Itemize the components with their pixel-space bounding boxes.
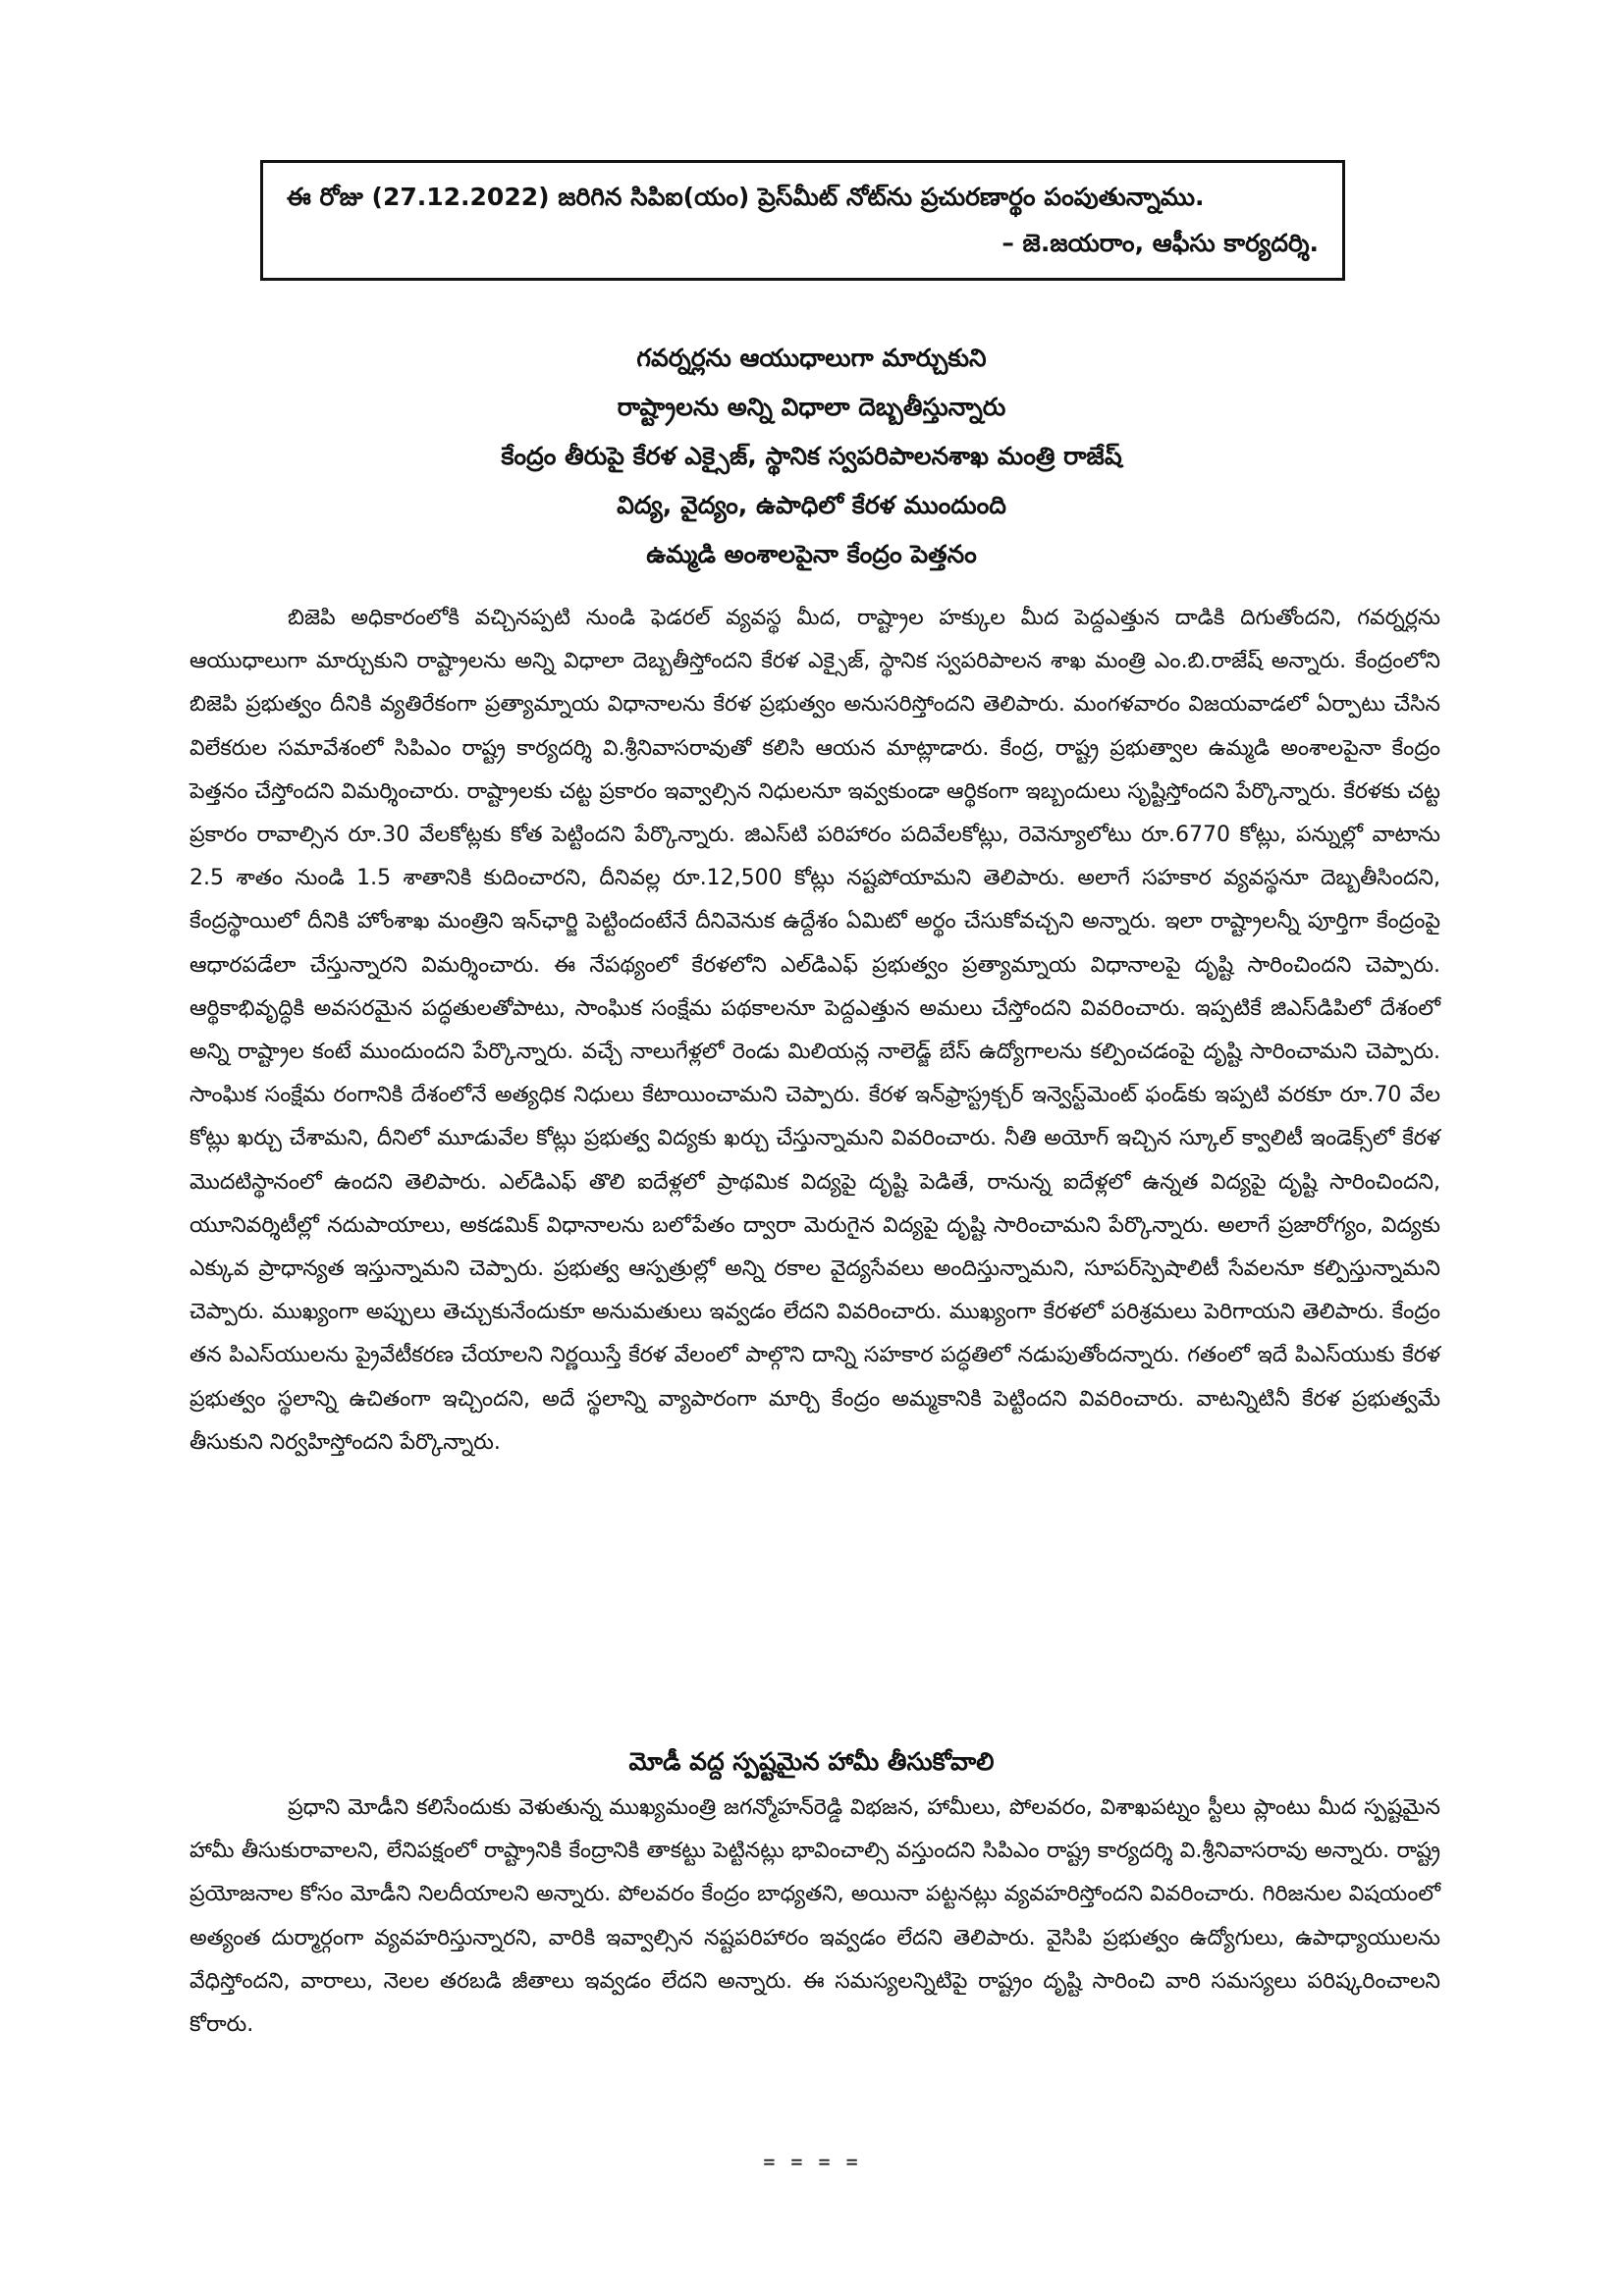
press-note-line: ఈ రోజు (27.12.2022) జరిగిన సిపిఐ(యం) ప్రెస్‌మీట్ నోట్‌ను ప్రచురణార్థం పంపుతున్నాము.	[287, 183, 1205, 211]
body-paragraph-1-text: బిజెపి అధికారంలోకి వచ్చినప్పటి నుండి ఫెడరల్ వ్యవస్థ మీద, రాష్ట్రాల హక్కుల మీద పెద్దఎత్తున దాడికి దిగుతోందని, గవర్నర్లను ఆయుధాలుగా మార్చుకుని రాష్ట్రాలను అన్ని విధాలా దెబ్బతీస్తోందని కేరళ ఎక్సైజ్, స్థానిక స్వపరిపాలన శాఖ మంత్రి ఎం.బి.రాజేష్ అన్నారు. కేంద్రంలోని బిజెపి ప్రభుత్వం దీనికి వ్యతిరేకంగా ప్రత్యామ్నాయ విధానాలను కేరళ ప్రభుత్వం అనుసరిస్తోందని తెలిపారు. మంగళవారం విజయవాడలో ఏర్పాటు చేసిన విలేకరుల సమావేశంలో సిపిఎం రాష్ట్ర కార్యదర్శి వి.శ్రీనివాసరావుతో కలిసి ఆయన మాట్లాడారు. కేంద్ర, రాష్ట్ర ప్రభుత్వాల ఉమ్మడి అంశాలపైనా కేంద్రం పెత్తనం చేస్తోందని విమర్శించారు. రాష్ట్రాలకు చట్ట ప్రకారం ఇవ్వాల్సిన నిధులనూ ఇవ్వకుండా ఆర్థికంగా ఇబ్బందులు సృష్టిస్తోందని పేర్కొన్నారు. కేరళకు చట్ట ప్రకారం రావాల్సిన రూ.30 వేలకోట్లకు కోత పెట్టిందని పేర్కొన్నారు. జిఎస్‌టి పరిహారం పదివేలకోట్లు, రెవెన్యూలోటు రూ.6770 కోట్లు, పన్నుల్లో వాటాను 2.5 శాతం నుండి 1.5 శాతానికి కుదించారని, దీనివల్ల రూ.12,500 కోట్లు నష్టపోయామని తెలిపారు. అలాగే సహకార వ్యవస్థనూ దెబ్బతీసిందని, కేంద్రస్థాయిలో దీనికి హోంశాఖ మంత్రిని ఇన్‌ఛార్జి పెట్టిందంటేనే దీనివెనుక ఉద్దేశం ఏమిటో అర్థం చేసుకోవచ్చని అన్నారు. ఇలా రాష్ట్రాలన్నీ పూర్తిగా కేంద్రంపై ఆధారపడేలా చేస్తున్నారని విమర్శించారు. ఈ నేపథ్యంలో కేరళలోని ఎల్‌డిఎఫ్ ప్రభుత్వం ప్రత్యామ్నాయ విధానాలపై దృష్టి సారించిందని చెప్పారు. ఆర్థికాభివృద్ధికి అవసరమైన పద్ధతులతోపాటు, సాంఘిక సంక్షేమ పథకాలనూ పెద్దఎత్తున అమలు చేస్తోందని వివరించారు. ఇప్పటికే జిఎస్‌డిపిలో దేశంలో అన్ని రాష్ట్రాల కంటే ముందుందని పేర్కొన్నారు. వచ్చే నాలుగేళ్లలో రెండు మిలియన్ల నాలెడ్జ్ బేస్ ఉద్యోగాలను కల్పించడంపై దృష్టి సారించామని చెప్పారు. సాంఘిక సంక్షేమ రంగానికి దేశంలోనే అత్యధిక నిధులు కేటాయించామని చెప్పారు. కేరళ ఇన్‌ఫ్రాస్ట్రక్చర్ ఇన్వెస్ట్‌మెంట్ ఫండ్‌కు ఇప్పటి వరకూ రూ.70 వేల కోట్లు ఖర్చు చేశామని, దీనిలో మూడువేల కోట్లు ప్రభుత్వ విద్యకు ఖర్చు చేస్తున్నామని వివరించారు. నీతి అయోగ్ ఇచ్చిన స్కూల్ క్వాలిటీ ఇండెక్స్‌లో కేరళ మొదటిస్థానంలో ఉందని తెలిపారు. ఎల్‌డిఎఫ్ తొలి ఐదేళ్లలో ప్రాథమిక విద్యపై దృష్టి పెడితే, రానున్న ఐదేళ్లలో ఉన్నత విద్యపై దృష్టి సారించిందని, యూనివర్శిటీల్లో నదుపాయాలు, అకడమిక్ విధానాలను బలోపేతం ద్వారా మెరుగైన విద్యపై దృష్టి సారించామని పేర్కొన్నారు. అలాగే ప్రజారోగ్యం, విద్యకు ఎక్కువ ప్రాధాన్యత ఇస్తున్నామని చెప్పారు. ప్రభుత్వ ఆస్పత్రుల్లో అన్ని రకాల వైద్యసేవలు అందిస్తున్నామని, సూపర్‌స్పెషాలిటీ సేవలనూ కల్పిస్తున్నామని చెప్పారు. ముఖ్యంగా అప్పులు తెచ్చుకునేందుకూ అనుమతులు ఇవ్వడం లేదని వివరించారు. ముఖ్యంగా కేరళలో పరిశ్రమలు పెరిగాయని తెలిపారు. కేంద్రం తన పిఎస్‌యులను ప్రైవేటీకరణ చేయాలని నిర్ణయిస్తే కేరళ వేలంలో పాల్గొని దాన్ని సహకార పద్ధతిలో నడుపుతోందన్నారు. గతంలో ఇదే పిఎస్‌యుకు కేరళ ప్రభుత్వం స్థలాన్ని ఉచితంగా ఇచ్చిందని, అదే స్థలాన్ని వ్యాపారంగా మార్చి కేంద్రం అమ్మకానికి పెట్టిందని వివరించారు. వాటన్నిటినీ కేరళ ప్రభుత్వమే తీసుకుని నిర్వహిస్తోందని పేర్కొన్నారు.	[189, 606, 1440, 1455]
body-paragraph-2	[189, 1787, 1440, 2047]
body-paragraph-2-text: ప్రధాని మోడీని కలిసేందుకు వెళుతున్న ముఖ్యమంత్రి జగన్మోహన్‌రెడ్డి విభజన, హామీలు, పోలవరం, విశాఖపట్నం స్టీలు ప్లాంటు మీద స్పష్టమైన హామీ తీసుకురావాలని, లేనిపక్షంలో రాష్ట్రానికి కేంద్రానికి తాకట్టు పెట్టినట్లు భావించాల్సి వస్తుందని సిపిఎం రాష్ట్ర కార్యదర్శి వి.శ్రీనివాసరావు అన్నారు. రాష్ట్ర ప్రయోజనాల కోసం మోడీని నిలదీయాలని అన్నారు. పోలవరం కేంద్రం బాధ్యతని, అయినా పట్టనట్లు వ్యవహరిస్తోందని వివరించారు. గిరిజనుల విషయంలో అత్యంత దుర్మార్గంగా వ్యవహరిస్తున్నారని, వారికి ఇవ్వాల్సిన నష్టపరిహారం ఇవ్వడం లేదని తెలిపారు. వైసిపి ప్రభుత్వం ఉద్యోగులు, ఉపాధ్యాయులను వేధిస్తోందని, వారాలు, నెలల తరబడి జీతాలు ఇవ్వడం లేదని అన్నారు. ఈ సమస్యలన్నిటిపై రాష్ట్రం దృష్టి సారించి వారి సమస్యలు పరిష్కరించాలని కోరారు.	[189, 1795, 1440, 2038]
office-secretary-signature: – జె.జయరాం, ఆఫీసు కార్యదర్శి.	[1001, 229, 1319, 257]
headline-1: గవర్నర్లను ఆయుధాలుగా మార్చుకుని	[636, 344, 987, 372]
headline-3: కేంద్రం తీరుపై కేరళ ఎక్సైజ్, స్థానిక స్వపరిపాలనశాఖ మంత్రి రాజేష్	[501, 442, 1122, 470]
headline-4: విద్య, వైద్యం, ఉపాధిలో కేరళ ముందుంది	[617, 491, 1006, 519]
end-of-note-mark: = = = =	[763, 2150, 860, 2173]
press-note-box	[260, 160, 1345, 281]
headline-2: రాష్ట్రాలను అన్ని విధాలా దెబ్బతీస్తున్నారు	[617, 393, 1006, 421]
headline-5: ఉమ్మడి అంశాలపైనా కేంద్రం పెత్తనం	[646, 540, 977, 568]
section-subheading: మోడీ వద్ద స్పష్టమైన హామీ తీసుకోవాలి	[628, 1747, 995, 1776]
body-paragraph-1	[189, 597, 1440, 1465]
headline-block	[196, 334, 1427, 579]
